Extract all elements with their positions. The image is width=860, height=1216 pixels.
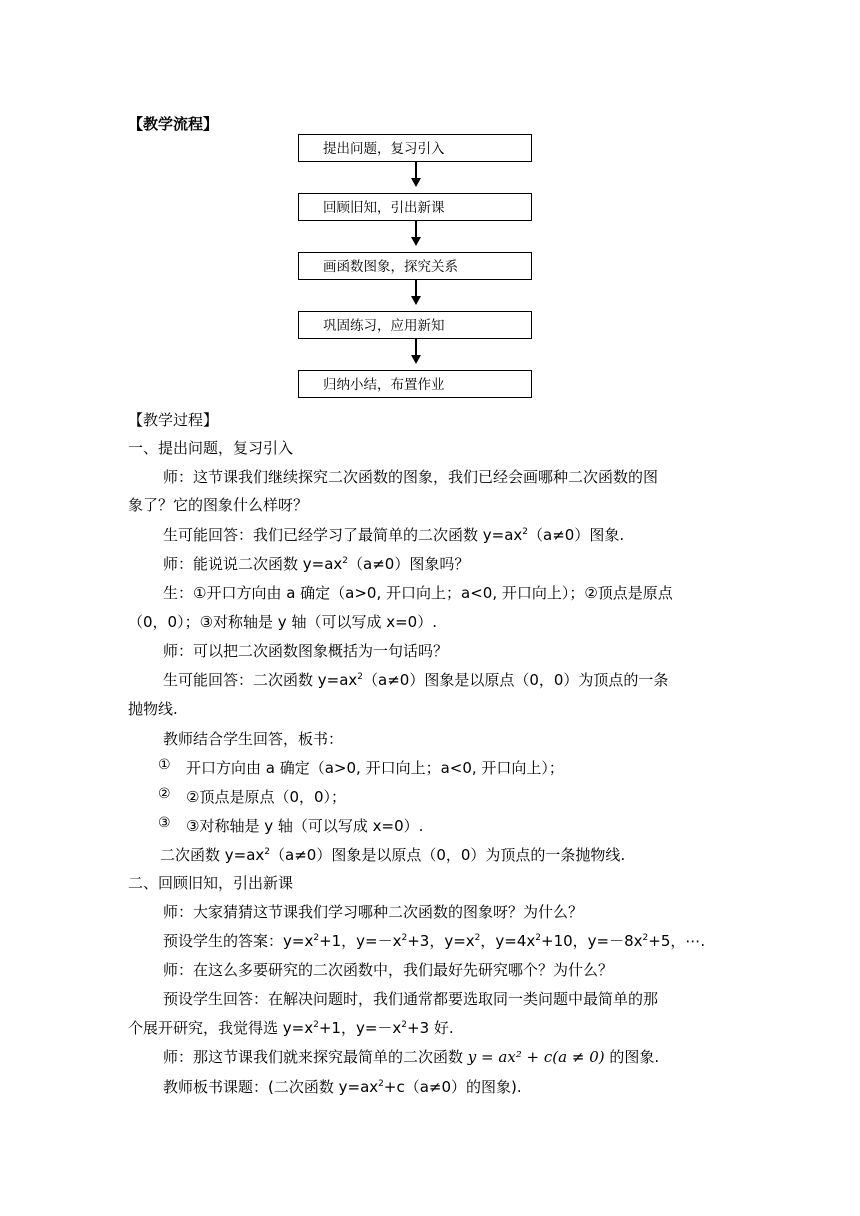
flow-step-4: 巩固练习，应用新知 bbox=[298, 311, 532, 339]
flow-step-1: 提出问题，复习引入 bbox=[298, 134, 532, 162]
list-item: 开口方向由 a 确定（a>0, 开口向上；a<0, 开口向上）； bbox=[186, 759, 564, 777]
flow-arrow-1 bbox=[415, 162, 417, 179]
list-item: ②顶点是原点（0，0）； bbox=[186, 788, 347, 806]
part1-title: 一、提出问题，复习引入 bbox=[128, 439, 294, 457]
paragraph: 师：在这么多要研究的二次函数中，我们最好先研究哪个？为什么？ bbox=[163, 961, 614, 979]
flow-step-5: 归纳小结，布置作业 bbox=[298, 370, 532, 398]
arrow-down-icon bbox=[411, 355, 421, 364]
list-number: ① bbox=[158, 757, 171, 773]
paragraph: 教师结合学生回答，板书： bbox=[163, 730, 344, 748]
paragraph: 教师板书课题：(二次函数 $y=ax^2+c(a\ne 0)$的图象). bbox=[163, 1078, 522, 1096]
part2-title: 二、回顾旧知，引出新课 bbox=[128, 874, 294, 892]
paragraph: 生可能回答：我们已经学习了最简单的二次函数 $y=ax^2(a\ne 0)$图象. bbox=[163, 526, 625, 544]
flow-heading: 【教学流程】 bbox=[128, 115, 219, 133]
list-number: ③ bbox=[158, 815, 171, 831]
flow-arrow-2 bbox=[415, 221, 417, 238]
flow-arrow-4 bbox=[415, 339, 417, 356]
paragraph: 个展开研究，我觉得选 $y=x^2+1$，$y=-x^2+3$ 好. bbox=[128, 1019, 454, 1037]
paragraph: 师：那这节课我们就来探究最简单的二次函数 y = ax² + c(a ≠ 0) 的图象. bbox=[163, 1048, 660, 1066]
flow-step-3: 画函数图象，探究关系 bbox=[298, 252, 532, 280]
paragraph: 二次函数 $y=ax^2(a\ne 0)$图象是以原点（0，0）为顶点的一条抛物线. bbox=[160, 846, 626, 864]
paragraph: 象了？它的图象什么样呀？ bbox=[128, 496, 309, 514]
paragraph: 师：能说说二次函数 $y=ax^2(a\ne 0)$图象吗？ bbox=[163, 555, 470, 573]
list-item: ③对称轴是 y 轴（可以写成 x=0）. bbox=[186, 817, 424, 835]
paragraph: 预设学生回答：在解决问题时，我们通常都要选取同一类问题中最简单的那 bbox=[163, 990, 659, 1008]
paragraph: 抛物线. bbox=[128, 700, 178, 718]
paragraph: 师：大家猜猜这节课我们学习哪种二次函数的图象呀？为什么？ bbox=[163, 903, 584, 921]
process-heading: 【教学过程】 bbox=[128, 411, 219, 429]
flow-step-2: 回顾旧知，引出新课 bbox=[298, 193, 532, 221]
arrow-down-icon bbox=[411, 237, 421, 246]
formula: y = ax² + c(a ≠ 0) bbox=[467, 1048, 605, 1066]
arrow-down-icon bbox=[411, 178, 421, 187]
list-number: ② bbox=[158, 786, 171, 802]
paragraph: 预设学生的答案：$y=x^2+1$，$y=-x^2+3$，$y=x^2$，$y=4x^2+10$，$y=-8x^2+5$，⋯. bbox=[163, 932, 706, 950]
flow-arrow-3 bbox=[415, 280, 417, 297]
arrow-down-icon bbox=[411, 296, 421, 305]
paragraph: 师：这节课我们继续探究二次函数的图象，我们已经会画哪种二次函数的图 bbox=[163, 468, 659, 486]
paragraph: 生：①开口方向由 a 确定（a>0, 开口向上；a<0, 开口向上）；②顶点是原点 bbox=[163, 584, 673, 602]
paragraph: （0，0）；③对称轴是 y 轴（可以写成 x=0）. bbox=[128, 613, 437, 631]
paragraph: 生可能回答：二次函数 $y=ax^2(a\ne 0)$图象是以原点（0，0）为顶点的一条 bbox=[163, 671, 669, 689]
paragraph: 师：可以把二次函数图象概括为一句话吗？ bbox=[163, 642, 449, 660]
